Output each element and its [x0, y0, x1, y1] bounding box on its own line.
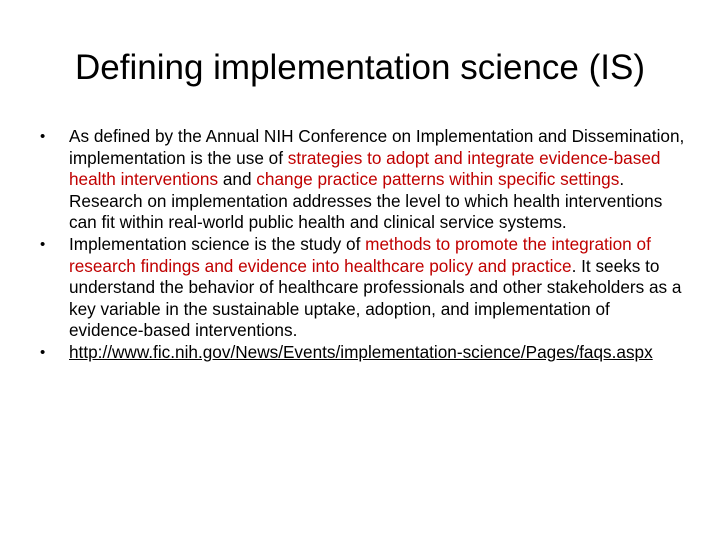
bullet-icon: • — [40, 128, 46, 145]
faq-link[interactable]: http://www.fic.nih.gov/News/Events/implementation-science/Pages/faqs.aspx — [69, 341, 653, 362]
bullet-item-definition — [40, 126, 685, 234]
highlight-change-practice: change practice patterns within specific settings — [256, 169, 620, 190]
bullet-item-link — [40, 342, 685, 364]
highlight-strategies: strategies to adopt and integrate evidence-based health interventions — [69, 147, 661, 190]
bullet-icon: • — [40, 235, 46, 253]
bullet-list — [40, 126, 685, 364]
bullet-text: and — [218, 169, 257, 190]
bullet-text: Implementation science is the study of — [69, 233, 366, 254]
bullet-item-is-study — [40, 234, 685, 342]
bullet-text: . It seeks to understand the behavior of healthcare professionals and other stakeholders as a key variable in the sustainable uptake, adoption, and implementation of evidence-based interventions. — [69, 255, 682, 341]
bullet-icon: • — [40, 343, 46, 361]
slide-title: Defining implementation science (IS) — [75, 48, 645, 87]
highlight-methods: methods to promote the integration of research findings and evidence into healthcare policy and practice — [69, 233, 651, 276]
bullet-text: As defined by the Annual NIH Conference on Implementation and Dissemination, implementation is the use of — [69, 126, 685, 168]
bullet-text: . Research on implementation addresses the level to which health interventions can fit within real-world public health and clinical service systems. — [69, 169, 663, 233]
